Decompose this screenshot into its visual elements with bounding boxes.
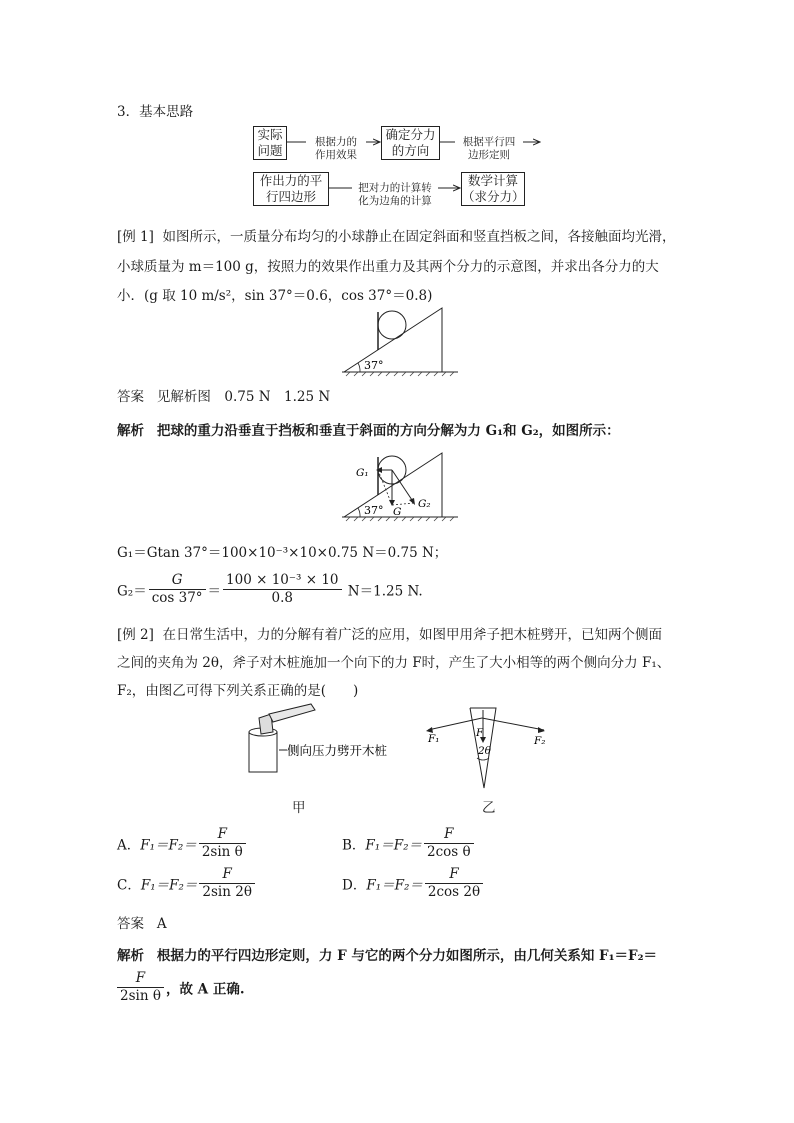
option-d-lhs: F₁＝F₂＝ [366,877,423,894]
figure1-angle-label: 37° [364,359,384,372]
example2-line1 [117,623,662,643]
example2-text1: 在日常生活中，力的分解有着广泛的应用，如图甲用斧子把木桩劈开，已知两个侧面 [162,627,663,643]
example1-analysis-label: 解析 [117,423,144,439]
figure2-g-label: G [393,506,402,518]
option-a-num: F [199,826,246,844]
option-a-letter: A． [117,837,141,854]
example1-line3: 小．(g 取 10 m/s²，sin 37°＝0.6，cos 37°＝0.8) [117,288,433,304]
example1-tag: [例 1] [117,229,154,245]
flow-arrow3-line2: 化为边角的计算 [358,195,432,207]
analysis-frac-num: F [117,970,164,988]
figure-yi-wedge [420,700,560,800]
example1-line1 [117,225,676,245]
figure-ball-decomposition [330,445,470,525]
figure-yi-f2-label: F₂ [534,735,546,747]
option-c-fraction [199,866,255,901]
option-a-den: 2sin θ [201,844,243,860]
option-b-letter: B． [342,837,366,854]
flow-box2-line2: 的方向 [391,143,430,158]
option-b-fraction [424,826,474,861]
eq2-fraction1 [149,572,206,607]
example2-tag: [例 2] [117,627,154,643]
flow-arrow1-line1: 根据力的 [315,136,357,148]
flow-box4-line2: （求分力） [462,189,525,204]
figure2-angle-label: 37° [364,504,384,517]
figure-yi-angle-label: 2θ [478,745,492,757]
flow-box2-line1: 确定分力 [385,127,436,142]
eq2-lhs: G₂＝ [117,583,147,600]
flow-box1-line2: 问题 [257,143,283,158]
eq2-f1-den: cos 37° [151,590,203,606]
option-c[interactable] [117,866,257,901]
example1-eq1: G₁＝Gtan 37°＝100×10⁻³×10×0.75 N＝0.75 N； [117,545,448,561]
figure-yi-f1-label: F₁ [428,733,440,745]
option-c-num: F [199,866,255,884]
flow-box-component-direction [381,126,440,160]
figure-jia-label: 甲 [292,800,306,816]
figure-yi-label: 乙 [482,800,496,816]
flow-box1-line1: 实际 [257,127,283,142]
example2-answer-text: A [156,916,167,932]
example1-analysis [117,419,620,439]
example2-answer [117,912,167,932]
example1-line2: 小球质量为 m＝100 g，按照力的效果作出重力及其两个分力的示意图，并求出各分力的大 [117,259,659,275]
example2-analysis [117,944,657,964]
option-a-lhs: F₁＝F₂＝ [140,837,197,854]
flow-arrow1-line2: 作用效果 [315,149,357,161]
flow-arrow3-line1: 把对力的计算转 [358,182,432,194]
analysis-tail: ，故 A 正确. [165,981,245,998]
figure-jia-caption: 侧向压力劈开木桩 [287,743,388,758]
figure2-g1-label: G₁ [356,467,369,479]
example1-answer-label: 答案 [117,389,144,405]
option-b-den: 2cos θ [426,844,471,860]
flow-arrow1-label [306,136,366,162]
figure2-g2-label: G₂ [418,498,431,510]
figure-ball-incline [330,300,470,380]
flow-arrow2-label [455,136,523,162]
example2-analysis-line2 [117,970,245,1005]
eq2-f1-num: G [149,572,206,590]
option-a[interactable] [117,826,248,861]
example2-analysis-label: 解析 [117,948,144,964]
section-heading: 3．基本思路 [117,104,194,120]
option-d-num: F [425,866,483,884]
option-d[interactable] [342,866,485,901]
option-d-letter: D． [342,877,367,894]
analysis-fraction [117,970,164,1005]
eq2-fraction2 [223,572,341,607]
eq2-rhs: N＝1.25 N. [347,583,423,600]
analysis-frac-den: 2sin θ [120,988,161,1004]
eq2-equals: ＝ [207,583,222,600]
example1-answer-text: 见解析图 0.75 N 1.25 N [156,389,331,405]
option-a-fraction [199,826,246,861]
example1-analysis-text: 把球的重力沿垂直于挡板和垂直于斜面的方向分解为力 G₁和 G₂，如图所示： [156,423,620,439]
example1-eq2 [117,572,423,607]
figure-yi-f-label: F [476,727,484,739]
example2-line2: 之间的夹角为 2θ，斧子对木桩施加一个向下的力 F时，产生了大小相等的两个侧向分力 F₁、 [117,655,671,671]
flow-arrow3-label [352,182,438,208]
example2-answer-label: 答案 [117,916,144,932]
option-c-den: 2sin 2θ [202,884,252,900]
option-c-lhs: F₁＝F₂＝ [140,877,198,894]
eq2-f2-num: 100 × 10⁻³ × 10 [223,572,341,590]
flow-box4-line1: 数学计算 [467,173,518,188]
option-b-lhs: F₁＝F₂＝ [365,837,422,854]
flow-box3-line2: 行四边形 [265,189,316,204]
eq2-f2-den: 0.8 [271,590,294,606]
option-b-num: F [424,826,474,844]
flow-box-parallelogram [253,172,329,206]
flow-box-actual-problem [253,126,287,160]
flow-box3-line1: 作出力的平 [259,173,323,188]
flow-box-math-calc [461,172,525,206]
example2-line3: F₂，由图乙可得下列关系正确的是( ) [117,683,359,699]
example2-analysis-text: 根据力的平行四边形定则，力 F 与它的两个分力如图所示，由几何关系知 F₁＝F₂＝ [156,948,658,964]
option-d-den: 2cos 2θ [427,884,481,900]
flow-arrow2-line1: 根据平行四 [462,136,516,148]
option-c-letter: C． [117,877,141,894]
example1-answer [117,385,330,405]
figure-jia-axe [245,700,405,780]
option-d-fraction [425,866,483,901]
flow-arrow2-line2: 边形定则 [468,149,510,161]
option-b[interactable] [342,826,476,861]
example1-text1: 如图所示，一质量分布均匀的小球静止在固定斜面和竖直挡板之间，各接触面均光滑， [162,229,676,245]
